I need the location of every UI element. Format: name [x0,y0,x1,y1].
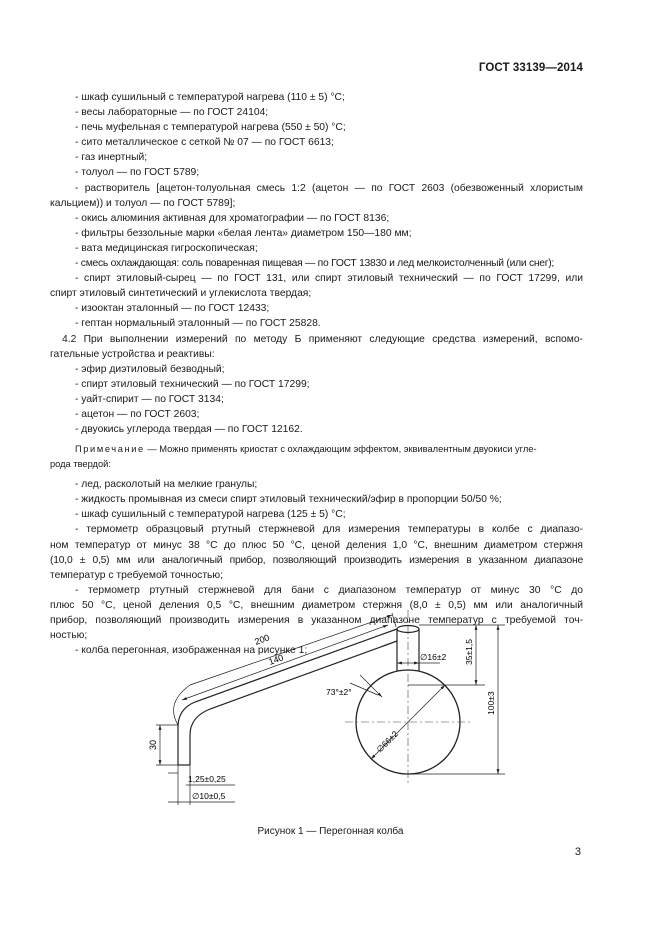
list-item-solvent-line1: - растворитель [ацетон-толуольная смесь 1:2 (ацетон — по ГОСТ 2603 (обезвоженный хлористым [75,182,583,194]
list-item: - жидкость промывная из смеси спирт этиловый технический/эфир в пропорции 50/50 %; [75,494,502,506]
thermo1-line4: температур с требуемой точностью; [50,569,223,581]
dim-125-label: 1,25±0,25 [188,774,226,784]
list-item-alcohol-line2: спирт этиловый синтетический и углекислота твердая; [50,288,312,300]
list-item: - двуокись углерода твердая — по ГОСТ 12162. [75,424,303,436]
dimension-angle [350,675,382,697]
dim-200-label: 200 [253,632,271,647]
list-item: - сито металлическое с сеткой № 07 — по ГОСТ 6613; [75,137,334,149]
list-item: - весы лабораторные — по ГОСТ 24104; [75,107,269,119]
dim-d10-label: ∅10±0,5 [192,791,226,801]
list-item-solvent-line2: кальцием)) и толуол — по ГОСТ 5789]; [50,197,236,209]
page-number: 3 [574,846,581,858]
list-item: - лед, расколотый на мелкие гранулы; [75,479,258,491]
dimension-140 [182,625,388,700]
list-item: - эфир диэтиловый безводный; [75,363,225,375]
list-item: - окись алюминия активная для хроматографии — по ГОСТ 8136; [75,212,390,224]
document-header: ГОСТ 33139—2014 [478,62,583,74]
list-item: - гептан нормальный эталонный — по ГОСТ 25828. [75,318,321,330]
dim-d16-label: ∅16±2 [420,652,447,662]
dim-30-label: 30 [148,739,158,750]
note-label: Примечание [75,444,145,455]
distillation-flask-figure [120,605,540,820]
list-item: - изооктан эталонный — по ГОСТ 12433; [75,303,270,315]
note-text: — Можно применять криостат с охлаждающим эффектом, эквивалентным двуокиси угле- [144,444,537,455]
section-4-2-line2: гательные устройства и реактивы: [50,348,215,360]
list-item: - вата медицинская гигроскопическая; [75,242,258,254]
dim-35-label: 35±1,5 [464,639,474,665]
list-item: - шкаф сушильный с температурой нагрева (110 ± 5) °С; [75,92,345,103]
list-item: - ацетон — по ГОСТ 2603; [75,408,200,420]
thermo2-line2: плюс 50 °С, ценой деления 0,5 °С, внешним диаметром стержня (8,0 ± 0,5) мм или аналогичный [50,599,583,611]
dim-angle-label: 73°±2° [326,687,352,697]
figure-caption: Рисунок 1 — Перегонная колба [257,826,404,837]
dimension-30 [156,725,178,765]
list-item: - толуол — по ГОСТ 5789; [75,167,200,179]
thermo2-line4: ностью; [50,630,88,642]
flask-outline [178,626,460,775]
dim-d66-label: ∅66±2 [374,728,400,755]
dim-140-label: 140 [267,652,285,667]
dim-100-label: 100±3 [486,691,496,715]
thermo2-line3: прибор, позволяющий производить измерения в указанном диапазоне температур с требуемой точ- [50,615,583,626]
list-item-alcohol-line1: - спирт этиловый-сырец — по ГОСТ 131, или спирт этиловый технический — по ГОСТ 17299, или [75,273,583,285]
document-body [50,90,583,658]
note-line1 [75,442,583,457]
section-4-2-line1: 4.2 При выполнении измерений по методу Б применяют следующие средства измерений, вспомо- [62,333,583,345]
thermo2-line1: - термометр ртутный стержневой для бани с диапазоном температур от минус 30 °С до [75,584,583,596]
flask-drawing [120,605,540,820]
list-item: - фильтры беззольные марки «белая лента» диаметром 150—180 мм; [75,227,412,239]
thermo1-line1: - термометр образцовый ртутный стержневой для измерения температуры в колбе с диапазо- [75,524,583,536]
note-line2: рода твердой: [50,459,111,470]
list-item-flask: - колба перегонная, изображенная на рисунке 1; [75,645,308,657]
list-item: - смесь охлаждающая: соль поваренная пищевая — по ГОСТ 13830 и лед мелкоистолченный (или снег); [75,258,555,270]
list-item: - уайт-спирит — по ГОСТ 3134; [75,393,224,405]
list-item: - газ инертный; [75,152,148,164]
thermo1-line2: ном температур от минус 38 °С до плюс 50 °С, ценой деления 1,0 °С, внешним диаметром стержня [50,539,583,551]
list-item: - спирт этиловый технический — по ГОСТ 17299; [75,378,310,390]
center-lines [345,610,470,785]
list-item: - печь муфельная с температурой нагрева (550 ± 50) °С; [75,122,346,134]
list-item: - шкаф сушильный с температурой нагрева (125 ± 5) °С; [75,509,346,521]
thermo1-line3: (10,0 ± 0,5) мм или аналогичный прибор, позволяющий производить измерения в указанном диапазоне [50,554,583,566]
